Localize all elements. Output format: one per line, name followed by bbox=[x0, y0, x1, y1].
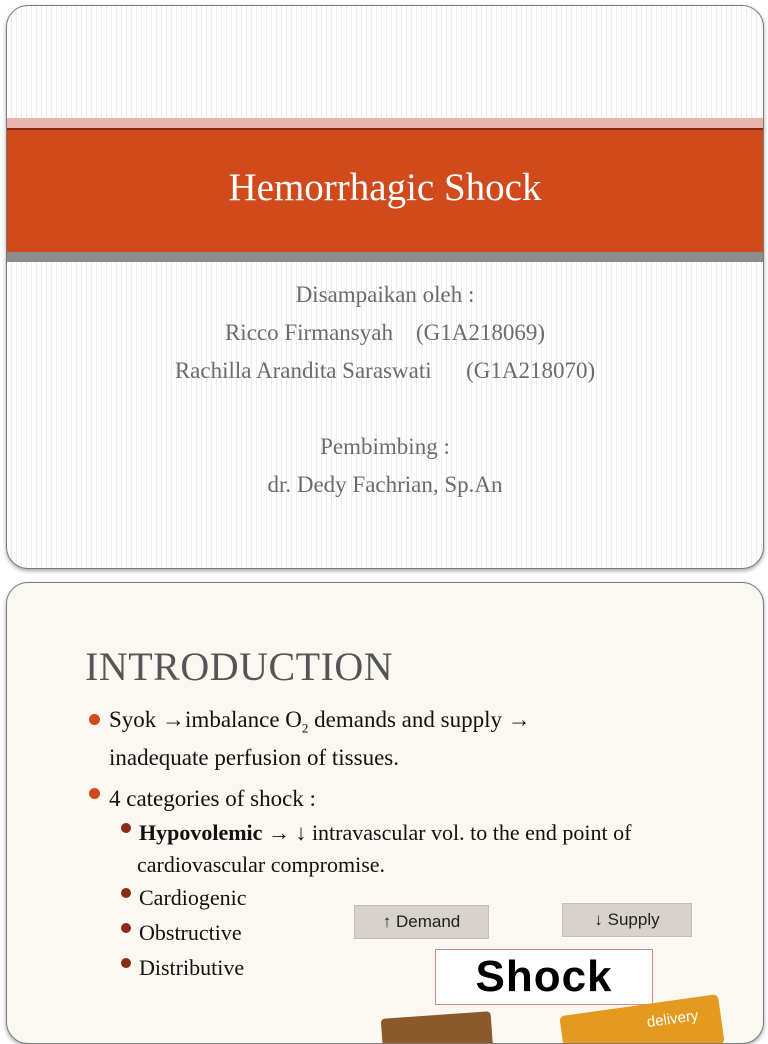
shock-diagram-image bbox=[322, 883, 742, 1043]
sub-bullet-distributive: Distributive bbox=[139, 955, 245, 980]
sub-bullet-hypovolemic: Hypovolemic → ↓ intravascular vol. to the end point of bbox=[139, 820, 632, 845]
slide-subtitle bbox=[7, 276, 763, 504]
presenter-name: Ricco Firmansyah bbox=[224, 320, 393, 345]
title-bottom-accent-bar bbox=[7, 252, 763, 262]
sub-bullet-hypovolemic-continued: cardiovascular compromise. bbox=[137, 852, 386, 877]
title-top-accent-bar bbox=[7, 118, 763, 128]
arrow-right-icon: → bbox=[507, 707, 531, 732]
bullet-item-1: Syok →imbalance $O_2$ demands and supply → bbox=[109, 707, 531, 736]
presenter-1 bbox=[7, 314, 763, 352]
sub-bullet-obstructive: Obstructive bbox=[139, 920, 242, 945]
diagram-tile bbox=[381, 1011, 494, 1043]
advisor-label: Pembimbing : bbox=[320, 434, 450, 459]
presented-by-label: Disampaikan oleh : bbox=[295, 282, 475, 307]
bullet-dot-icon bbox=[89, 714, 100, 725]
demand-label: ↑ Demand bbox=[354, 905, 489, 939]
advisor-name: dr. Dedy Fachrian, Sp.An bbox=[267, 472, 503, 497]
bullet-item-1-continued: inadequate perfusion of tissues. bbox=[109, 745, 399, 770]
presenter-id: (G1A218070) bbox=[466, 358, 596, 383]
introduction-slide bbox=[6, 582, 764, 1044]
presenter-2 bbox=[7, 352, 763, 390]
sub-bullet-dot-icon bbox=[121, 823, 131, 833]
bullet-item-2: 4 categories of shock : bbox=[109, 786, 316, 811]
sub-bullet-dot-icon bbox=[121, 923, 131, 933]
slide-title: Hemorrhagic Shock bbox=[228, 165, 542, 209]
supply-label: ↓ Supply bbox=[562, 903, 692, 937]
title-slide bbox=[6, 5, 764, 569]
presenter-name: Rachilla Arandita Saraswati bbox=[174, 358, 432, 383]
sub-bullet-dot-icon bbox=[121, 958, 131, 968]
shock-label: Shock bbox=[435, 949, 653, 1005]
sub-bullet-dot-icon bbox=[121, 888, 131, 898]
arrow-right-icon: → bbox=[162, 707, 186, 732]
delivery-tile: delivery bbox=[559, 994, 724, 1043]
presenter-id: (G1A218069) bbox=[415, 320, 546, 345]
title-band bbox=[7, 130, 763, 252]
slide-title: INTRODUCTION bbox=[85, 644, 394, 689]
sub-bullet-cardiogenic: Cardiogenic bbox=[139, 885, 247, 910]
arrow-down-icon: → ↓ bbox=[262, 820, 307, 845]
bullet-dot-icon bbox=[89, 788, 100, 799]
